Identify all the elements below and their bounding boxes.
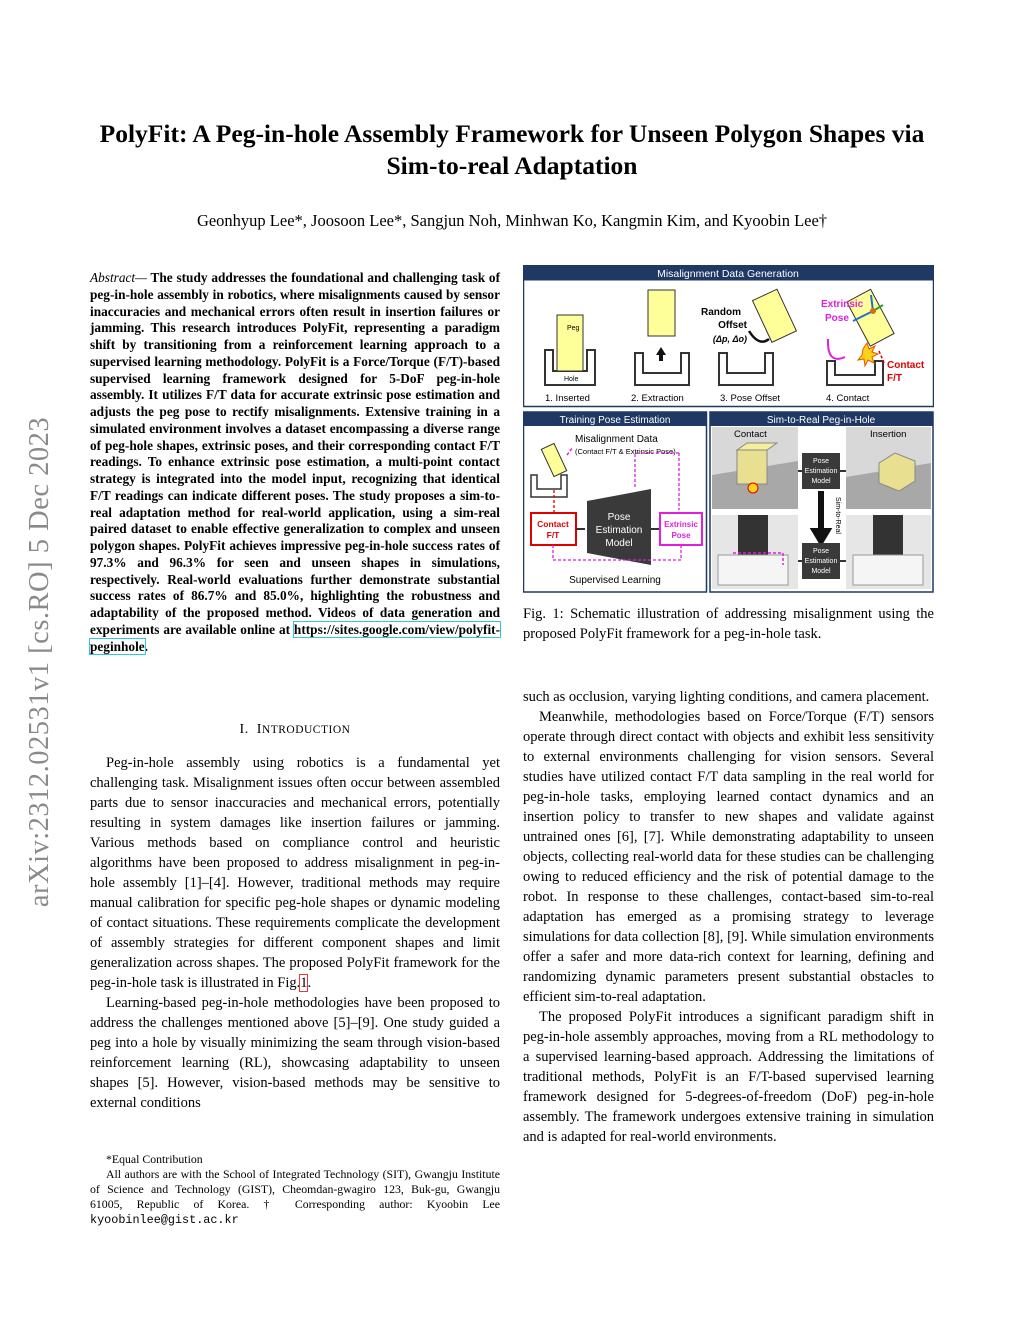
section-heading-introduction	[90, 722, 500, 738]
pem-sim-2: Estimation	[804, 468, 838, 475]
right-column-text	[523, 687, 934, 1147]
section-title-first: I	[256, 722, 262, 737]
frame-origin	[870, 308, 876, 314]
contact-ft-box	[531, 513, 576, 545]
sim-insertion-label: Insertion	[870, 429, 907, 440]
step-3-label: 3. Pose Offset	[720, 393, 781, 404]
peg-label: Peg	[567, 325, 580, 332]
peg-extracted	[648, 290, 675, 336]
figure-1-caption: Fig. 1: Schematic illustration of addressing misalignment using the proposed PolyFit framework for a peg-in-hole task.	[523, 606, 934, 642]
real-gripper-1	[738, 515, 768, 555]
intro-paragraph-1	[90, 753, 500, 993]
pem-label-2: Estimation	[595, 525, 643, 536]
misalignment-panel-title: Misalignment Data Generation	[657, 268, 799, 280]
sim-to-real-label: Sim-to-Real	[834, 497, 841, 534]
pem-real-2: Estimation	[804, 558, 838, 565]
right-paragraph-0: such as occlusion, varying lighting conditions, and camera placement.	[523, 689, 930, 705]
contact-box-label: Contact	[537, 519, 569, 529]
right-paragraph-2: The proposed PolyFit introduces a significant paradigm shift in peg-in-hole assembly approaches, moving from a RL methodology to a supervised learning-based approach. Addressing the limitations of traditional methods, PolyFit is an F/T-based supervised learning framework designed for 5-degrees-of-freedom (DoF) peg-in-hole assembly. The framework undergoes extensive training in simulation and is adapted for real-world environments.	[523, 1009, 934, 1145]
abstract-text: The study addresses the foundational and challenging task of peg-in-hole assembly in robotics, where misalignments caused by sensor inaccuracies and mechanical errors often result in insertion failures or jamming. This research introduces PolyFit, representing a paradigm shift by transitioning from a reinforcement learning approach to a supervised learning methodology. PolyFit is a Force/Torque (F/T)-based supervised learning framework designed for 5-DoF peg-in-hole assembly. It utilizes F/T data for accurate extrinsic pose estimation and adjusts the peg pose to rectify misalignments. Extensive training in a simulated environment involves a dataset encompassing a diverse range of peg-hole shapes, extrinsic poses, and their corresponding contact F/T readings. To enhance extrinsic pose estimation, a multi-point contact strategy is integrated into the model input, recognizing that identical F/T readings can indicate different poses. The study proposes a sim-to-real adaptation method for real-world application, using a sim-real paired dataset to enable effective generalization to complex and unseen polygon shapes. PolyFit achieves impressive peg-in-hole success rates of 97.3% and 96.3% for seen and unseen shapes in simulations, respectively. Real-world evaluations further demonstrate substantial success rates of 86.7% and 85.0%, highlighting the robustness and adaptability of the proposed method. Videos of data generation and experiments are available online at	[90, 270, 500, 637]
sim-contact-label: Contact	[734, 429, 767, 440]
right-paragraph-1: Meanwhile, methodologies based on Force/Torque (F/T) sensors operate through direct contact with objects and exhibit less sensitivity to external environments challenging for vision sensors. Several studies have utilized contact F/T data sampling in the real world for peg-in-hole tasks, employing learned contact dynamics and an insertion policy to transfer to new shapes and validate against untrained ones [6], [7]. While demonstrating adaptability to unseen objects, collecting real-world data for these studies can be challenging owing to reduced efficiency and the risk of potential damage to the robot. In response to these challenges, contact-based sim-to-real adaptation has emerged as a promising strategy to leverage simulations for data collection [8], [9]. While simulation environments offer a safer and more data-rich context for learning, defining and randomizing dynamic parameters present substantial obstacles to efficient sim-to-real adaptation.	[523, 709, 934, 1005]
figure-1-reference-link[interactable]: 1	[300, 975, 308, 991]
pem-label-3: Model	[605, 538, 633, 549]
peg-inserted	[557, 315, 583, 371]
offset-label: Offset	[718, 320, 747, 331]
arxiv-sidebar-stamp	[18, 362, 62, 962]
section-title-rest: NTRODUCTION	[261, 724, 351, 736]
footnote-affiliation-text: All authors are with the School of Integrated Technology (SIT), Gwangju Institute of Science and Technology (GIST), Cheomdan-gwagiro 123, Buk-gu, Gwangju 61005, Republic of Korea. † Corresponding author: Kyoobin Lee	[90, 1167, 500, 1211]
author-list: Geonhyup Lee*, Joosoon Lee*, Sangjun Noh, Minhwan Ko, Kangmin Kim, and Kyoobin Lee†	[196, 211, 828, 230]
pem-label-1: Pose	[607, 512, 631, 523]
pem-sim-1: Pose	[813, 458, 829, 465]
corresponding-email: kyoobinlee@gist.ac.kr	[90, 1213, 239, 1227]
misalignment-data-sub: (Contact F/T & Extrinsic Pose)	[575, 447, 676, 456]
step-4-label: 4. Contact	[826, 393, 870, 404]
extrinsic-box-label: Extrinsic	[664, 520, 698, 529]
pose-label: Pose	[825, 313, 849, 324]
sim-to-real-panel-title: Sim-to-Real Peg-in-Hole	[766, 415, 876, 426]
sim-contact-burst	[748, 483, 758, 493]
step-1-label: 1. Inserted	[545, 393, 590, 404]
step-2-label: 2. Extraction	[631, 393, 684, 404]
extrinsic-label: Extrinsic	[821, 299, 864, 310]
footnote-affiliation	[90, 1167, 500, 1228]
pem-real-1: Pose	[813, 548, 829, 555]
pose-box-label: Pose	[671, 531, 691, 540]
abstract-label: Abstract—	[90, 270, 147, 285]
random-label: Random	[701, 307, 741, 318]
training-panel-title: Training Pose Estimation	[559, 415, 671, 426]
supervised-learning-label: Supervised Learning	[569, 575, 661, 586]
contact-label: Contact	[887, 360, 925, 371]
paper-title: PolyFit: A Peg-in-hole Assembly Framework for Unseen Polygon Shapes via Sim-to-real Adaptation	[99, 119, 925, 180]
abstract-end: .	[144, 638, 149, 654]
real-jig-2	[853, 555, 923, 585]
project-url-link[interactable]: https://sites.google.com/view/polyfit-peginhole	[90, 621, 500, 654]
sim-peg-contact	[737, 450, 767, 484]
figure-1-schematic	[523, 265, 934, 593]
intro-paragraph-2: Learning-based peg-in-hole methodologies have been proposed to address the challenges mentioned above [5]–[9]. One study guided a peg into a hole by visually minimizing the seam through vision-based reinforcement learning (RL), showcasing adaptability to unseen shapes [5]. However, vision-based methods may be sensitive to external conditions	[90, 995, 500, 1111]
intro-p1-end: .	[307, 975, 312, 991]
misalignment-data-label: Misalignment Data	[575, 434, 658, 445]
footnote	[90, 1152, 500, 1228]
footnote-equal: *Equal Contribution	[106, 1152, 203, 1166]
pem-sim-3: Model	[811, 478, 831, 485]
extrinsic-pose-box	[660, 513, 702, 545]
delta-label: (Δp, Δo)	[712, 334, 747, 344]
arxiv-id: arXiv:2312.02531v1 [cs.RO] 5 Dec 2023	[24, 416, 55, 908]
intro-text	[90, 753, 500, 1113]
ft-label: F/T	[887, 373, 902, 384]
ft-box-label: F/T	[546, 530, 560, 540]
section-number: I.	[239, 722, 249, 737]
pem-real-3: Model	[811, 568, 831, 575]
real-jig-1	[718, 555, 788, 585]
real-gripper-2	[873, 515, 903, 555]
abstract	[90, 270, 500, 655]
hole-label: Hole	[564, 376, 579, 383]
intro-p1-text: Peg-in-hole assembly using robotics is a fundamental yet challenging task. Misalignment issues often occur between assembled parts due to sensor inaccuracies and mechanical errors, potentially resulting in system damages like insertion failures or jamming. Various methods based on compliance control and heuristic algorithms have been proposed to address misalignment in peg-in-hole assembly [1]–[4]. However, traditional methods may require manual calibration for specific peg-hole shapes or dynamic modeling of contact situations. These requirements complicate the development of assembly strategies for different component shapes and limit generalization across shapes. The proposed PolyFit framework for the peg-in-hole task is illustrated in Fig.	[90, 755, 500, 991]
